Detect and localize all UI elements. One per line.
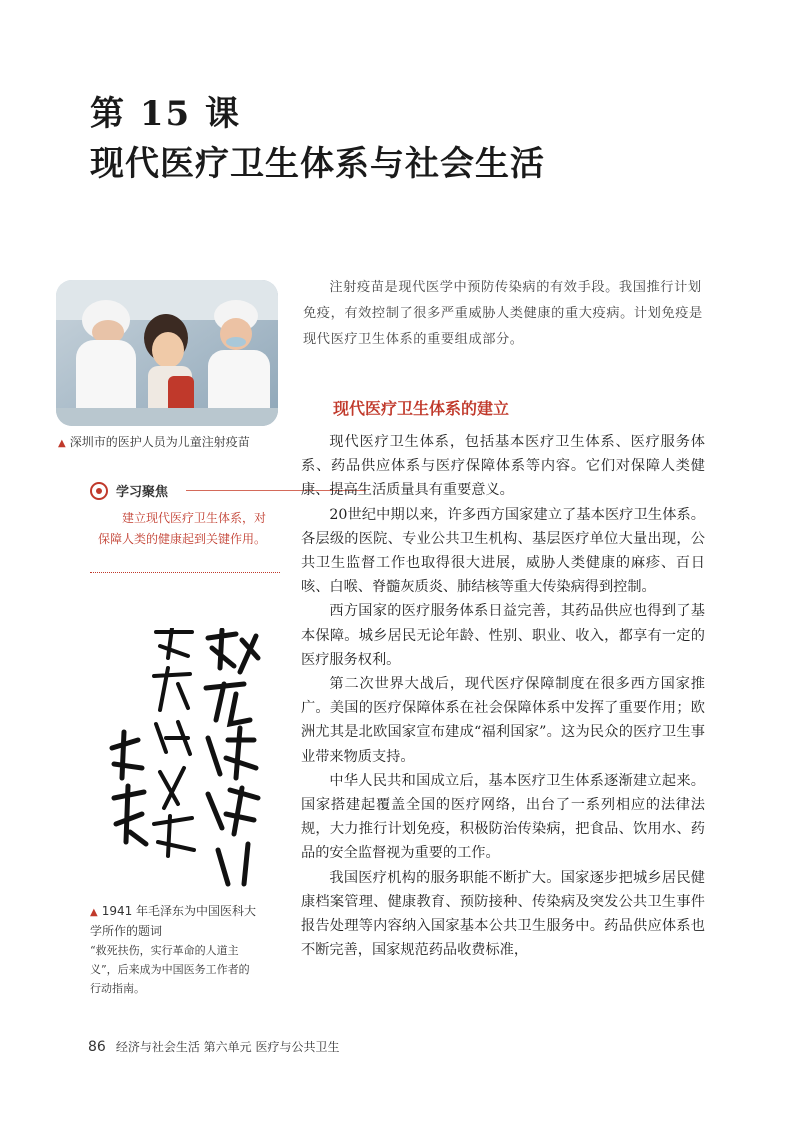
triangle-icon: ▲ (58, 438, 66, 449)
lesson-title: 现代医疗卫生体系与社会生活 (90, 144, 545, 184)
paragraph: 20世纪中期以来，许多西方国家建立了基本医疗卫生体系。各层级的医院、专业公共卫生机构、基层医疗单位大量出现，公共卫生监督工作也取得很大进展，威胁人类健康的麻疹、百日咳、白喉、脊髓灰质炎、肺结核等重大传染病得到控制。 (301, 506, 705, 596)
paragraph: 中华人民共和国成立后，基本医疗卫生体系逐渐建立起来。国家搭建起覆盖全国的医疗网络，出台了一系列相应的法律法规，大力推行计划免疫，积极防治传染病，把食品、饮用水、药品的安全监督视为重要的工作。 (301, 772, 705, 862)
learning-focus-header (90, 480, 280, 502)
paragraph: 西方国家的医疗服务体系日益完善，其药品供应也得到了基本保障。城乡居民无论年龄、性别、职业、收入，都享有一定的医疗服务权利。 (301, 603, 705, 668)
learning-focus-text: 建立现代医疗卫生体系，对保障人类的健康起到关键作用。 (98, 511, 267, 546)
dotted-divider (90, 572, 280, 573)
calligraphy-caption-body: “救死扶伤，实行革命的人道主义”，后来成为中国医务工作者的行动指南。 (90, 944, 250, 995)
intro-paragraph: 注射疫苗是现代医学中预防传染病的有效手段。我国推行计划免疫，有效控制了很多严重威胁人类健康的重大疫病。计划免疫是现代医疗卫生体系的重要组成部分。 (303, 280, 703, 347)
page-number: 86 (88, 1039, 106, 1055)
calligraphy-inscription (108, 628, 268, 888)
paragraph: 第二次世界大战后，现代医疗保障制度在很多西方国家推广。美国的医疗保障体系在社会保障体系中发挥了重要作用；欧洲尤其是北欧国家宣布建成“福利国家”。这为民众的医疗卫生事业带来物质支持。 (301, 676, 705, 765)
photo-caption: ▲ 深圳市的医护人员为儿童注射疫苗 (58, 435, 250, 449)
vaccination-photo (56, 280, 278, 426)
section-body (301, 430, 705, 962)
calligraphy-caption-title: 1941 年毛泽东为中国医科大学所作的题词 (90, 904, 257, 938)
paragraph: 我国医疗机构的服务职能不断扩大。国家逐步把城乡居民健康档案管理、健康教育、预防接种、传染病及突发公共卫生事件报告处理等内容纳入国家基本公共卫生服务中。药品供应体系也不断完善，国家规范药品收费标准， (301, 869, 705, 959)
focus-target-icon (90, 482, 108, 500)
triangle-icon: ▲ (90, 907, 98, 918)
footer-text: 经济与社会生活 第六单元 医疗与公共卫生 (115, 1040, 340, 1054)
paragraph: 现代医疗卫生体系，包括基本医疗卫生体系、医疗服务体系、药品供应体系与医疗保障体系等内容。它们对保障人类健康、提高生活质量具有重要意义。 (301, 434, 705, 499)
section-heading: 现代医疗卫生体系的建立 (333, 399, 510, 418)
lesson-number: 第 15 课 (90, 94, 241, 134)
calligraphy-caption (90, 902, 260, 998)
page-footer (88, 1038, 339, 1055)
learning-focus-label: 学习聚焦 (116, 485, 169, 500)
